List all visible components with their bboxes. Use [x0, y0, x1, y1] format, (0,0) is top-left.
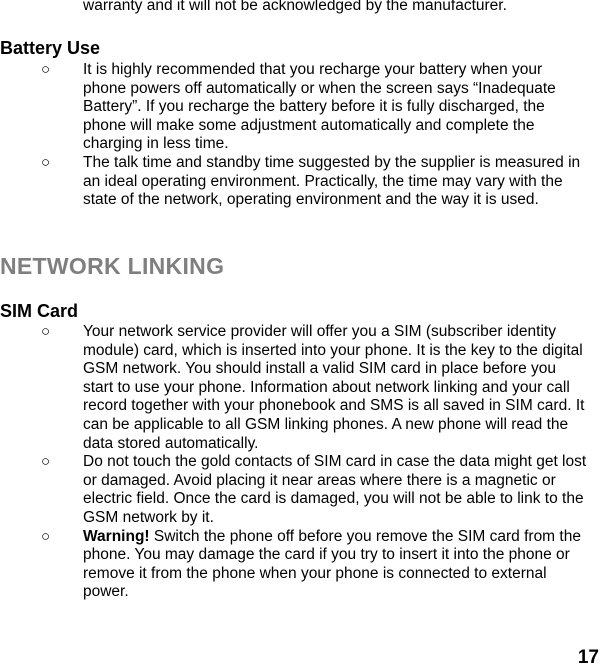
warning-text — [83, 528, 581, 601]
warning-body: Switch the phone off before you remove the SIM card from the phone. You may damage the card if you try to insert it into the phone or remove it from the phone when your phone is connected to external power. — [83, 527, 581, 601]
bullet-circle-icon: ○ — [41, 323, 51, 340]
list-item-text: Your network service provider will offer you a SIM (subscriber identity module) card, which is inserted into your phone. It is the key to the digital GSM network. You should install a valid SIM card in place before you start to use your phone. Information about network linking and your call record together with your phonebook and SMS is all saved in SIM card. It can be applicable to all GSM linking phones. A new phone will read the data stored automatically. — [83, 323, 585, 452]
list-item — [0, 323, 601, 453]
list-item — [0, 453, 601, 527]
warning-item — [0, 528, 601, 602]
list-item — [0, 61, 601, 154]
bullet-circle-icon: ○ — [41, 527, 51, 545]
bullet-circle-icon: ○ — [41, 153, 51, 171]
sim-card-list — [0, 323, 601, 602]
bullet-circle-icon: ○ — [41, 453, 51, 471]
page-number: 17 — [577, 647, 599, 668]
intro-continuation-text: warranty and it will not be acknowledged by the manufacturer. — [83, 0, 507, 14]
list-item — [0, 154, 601, 210]
sim-card-heading: SIM Card — [0, 301, 79, 321]
list-item-text: It is highly recommended that you recharge your battery when your phone powers off automatically or when the screen says “Inadequate Battery”. If you recharge the battery before it is fully discharged, the phone will make some adjustment automatically and complete the charging in less time. — [83, 61, 556, 153]
network-linking-heading: NETWORK LINKING — [0, 253, 225, 279]
bullet-circle-icon: ○ — [41, 61, 51, 78]
battery-use-heading: Battery Use — [0, 38, 101, 58]
battery-use-list — [0, 61, 601, 210]
warning-label: Warning! — [83, 527, 150, 545]
list-item-text: Do not touch the gold contacts of SIM card in case the data might get lost or damaged. Avoid placing it near areas where there is a magnetic or electric field. Once the card is damaged, you will not be able to link to the GSM network by it. — [83, 453, 587, 526]
list-item-text: The talk time and standby time suggested by the supplier is measured in an ideal operating environment. Practically, the time may vary with the state of the network, operating environment and the way it is used. — [83, 153, 581, 209]
